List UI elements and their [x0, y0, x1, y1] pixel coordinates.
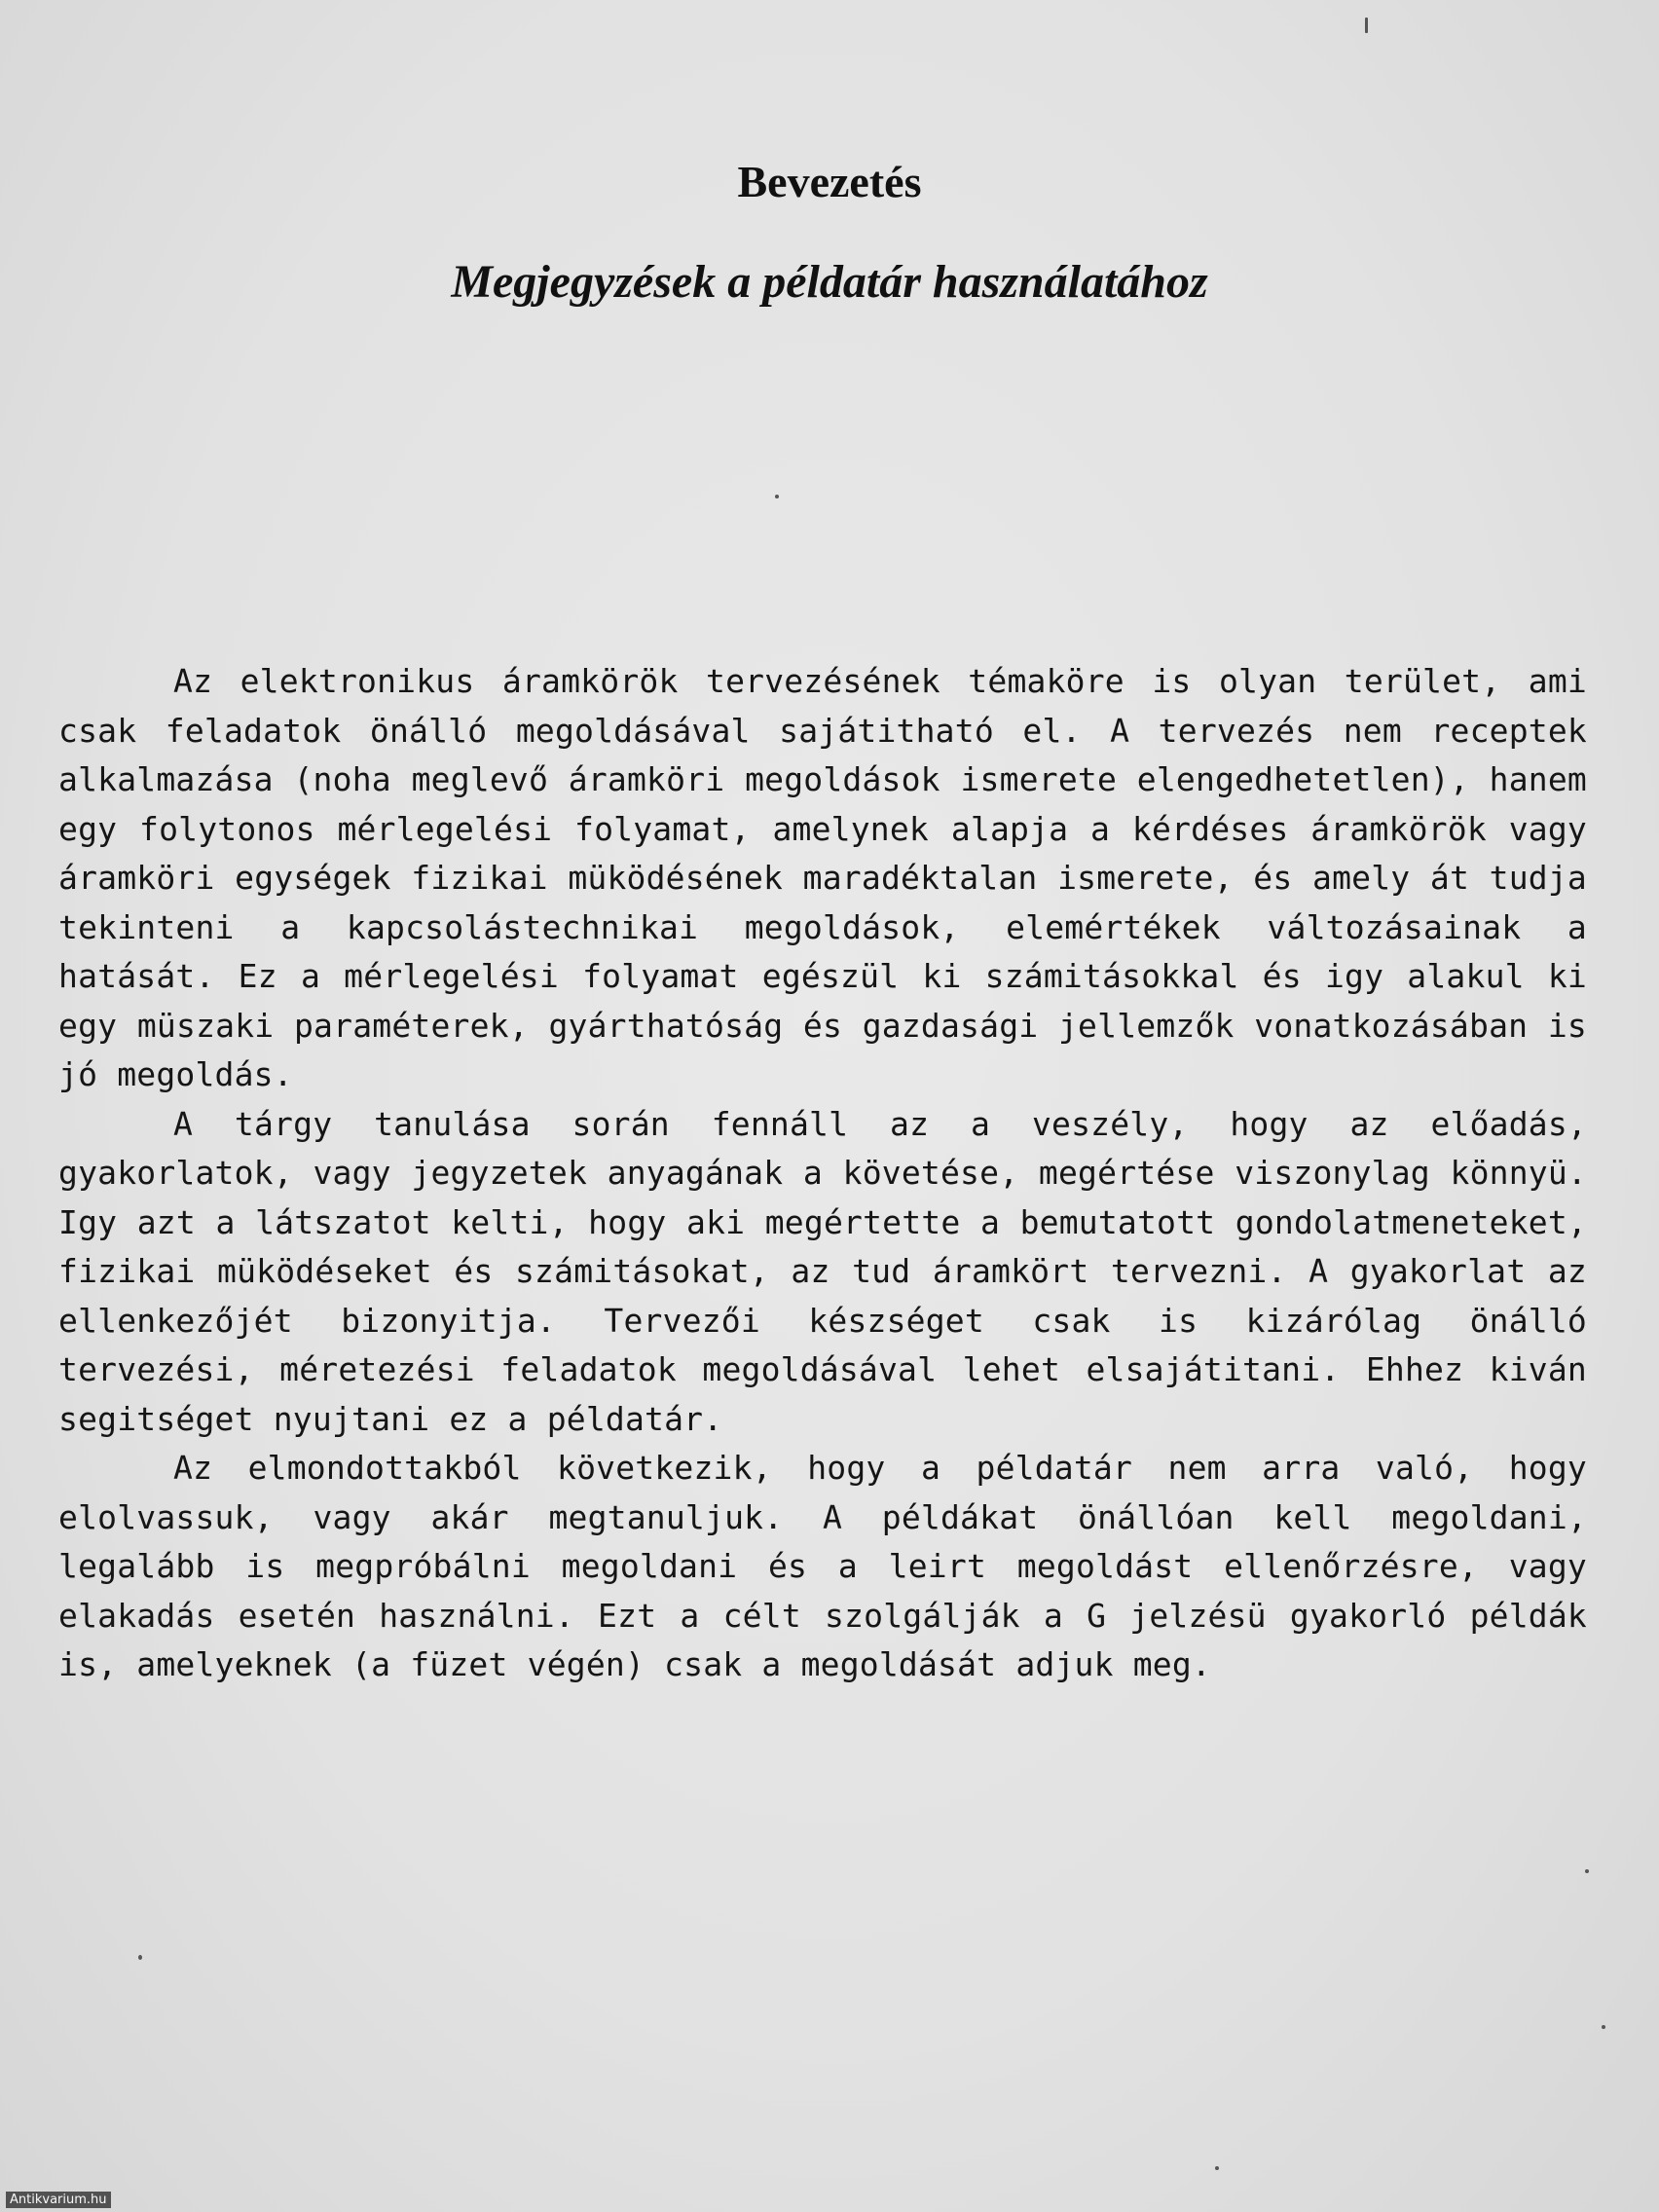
dust-speck	[1602, 2025, 1605, 2029]
dust-speck	[1215, 2166, 1219, 2170]
dust-speck	[1585, 1869, 1589, 1873]
body-text	[58, 657, 1587, 1690]
page-subtitle: Megjegyzések a példatár használatához	[451, 256, 1208, 308]
paragraph-3: Az elmondottakból következik, hogy a példatár nem arra való, hogy elolvassuk, vagy akár megtanuljuk. A példákat önállóan kell megoldani, legalább is megpróbálni megoldani és a leirt megoldást ellenőrzésre, vagy elakadás esetén használni. Ezt a célt szolgálják a G jelzésü gyakorló példák is, amelyeknek (a füzet végén) csak a megoldását adjuk meg.	[58, 1449, 1587, 1683]
paragraph-1: Az elektronikus áramkörök tervezésének témaköre is olyan terület, ami csak feladatok önálló megoldásával sajátitható el. A tervezés nem receptek alkalmazása (noha meglevő áramköri megoldások ismerete elengedhetetlen), hanem egy folytonos mérlegelési folyamat, amelynek alapja a kérdéses áramkörök vagy áramköri egységek fizikai müködésének maradéktalan ismerete, és amely át tudja tekinteni a kapcsolástechnikai megoldások, elemértékek változásainak a hatását. Ez a mérlegelési folyamat egészül ki számitásokkal és igy alakul ki egy müszaki paraméterek, gyárthatóság és gazdasági jellemzők vonatkozásában is jó megoldás.	[58, 662, 1587, 1093]
dust-speck	[775, 495, 779, 498]
dust-speck	[1365, 18, 1368, 33]
watermark: Antikvarium.hu	[6, 2192, 111, 2208]
paragraph-2: A tárgy tanulása során fennáll az a veszély, hogy az előadás, gyakorlatok, vagy jegyzetek anyagának a követése, megértése viszonylag könnyü. Igy azt a látszatot kelti, hogy aki megértette a bemutatott gondolatmeneteket, fizikai müködéseket és számitásokat, az tud áramkört tervezni. A gyakorlat az ellenkezőjét bizonyitja. Tervezői készséget csak is kizárólag önálló tervezési, méretezési feladatok megoldásával lehet elsajátitani. Ehhez kiván segitséget nyujtani ez a példatár.	[58, 1104, 1587, 1438]
page-title: Bevezetés	[737, 157, 922, 206]
dust-speck	[138, 1955, 142, 1960]
